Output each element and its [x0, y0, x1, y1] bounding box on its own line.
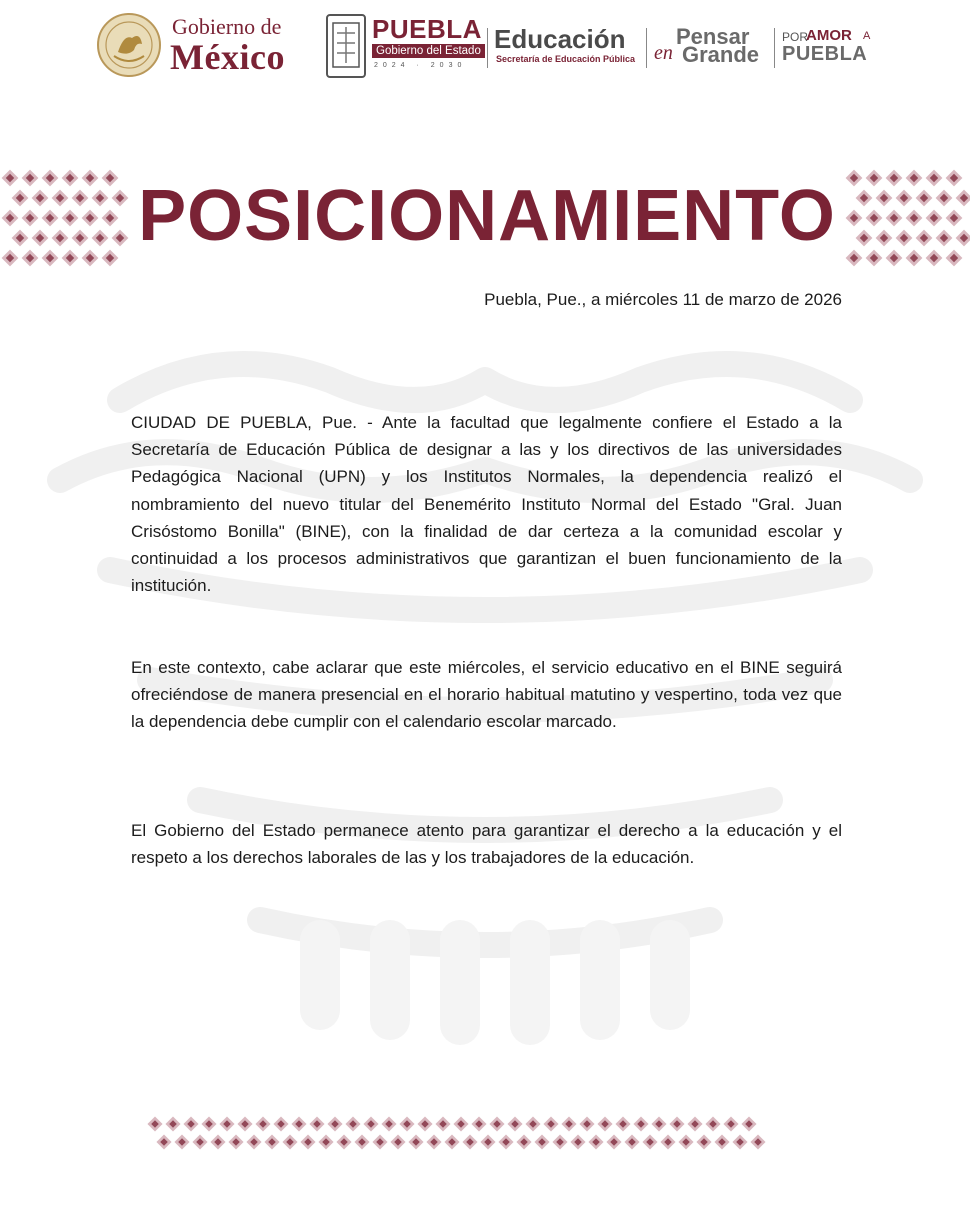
gobierno-mexico-small: Gobierno de: [172, 14, 282, 39]
educacion-logo-title: Educación: [494, 24, 626, 54]
decorative-pattern-bottom: [146, 1115, 828, 1151]
decorative-pattern-right: [844, 168, 970, 270]
por-amor-logo-por: POR: [782, 30, 809, 44]
por-amor-logo-amor: AMOR: [806, 27, 852, 44]
date-line: Puebla, Pue., a miércoles 11 de marzo de 2026: [484, 290, 842, 309]
header-logos: [0, 0, 970, 95]
page-title: POSICIONAMIENTO: [138, 176, 836, 256]
logo-divider: [774, 28, 775, 68]
puebla-shield-icon: [325, 13, 367, 79]
por-amor-logo-puebla: PUEBLA: [782, 43, 868, 65]
puebla-logo-years: 2024 · 2030: [374, 62, 467, 69]
paragraph-block: [131, 654, 842, 736]
pensar-logo-line2: Grande: [682, 42, 760, 67]
decorative-pattern-left: [0, 168, 130, 270]
educacion-logo-subtitle: Secretaría de Educación Pública: [496, 54, 636, 64]
logo-divider: [487, 28, 488, 68]
puebla-logo-subtitle: Gobierno del Estado: [372, 44, 485, 58]
body-paragraph-2: En este contexto, cabe aclarar que este miércoles, el servicio educativo en el BINE seguirá ofreciéndose de manera presencial en el horario habitual matutino y vespertino, toda vez que la dependencia debe cumplir con el calendario escolar marcado.: [131, 658, 842, 732]
gobierno-mexico-big: México: [170, 37, 285, 77]
paragraph-block: [131, 409, 842, 599]
national-seal-icon: [96, 12, 162, 78]
pensar-logo-line1: Pensar: [676, 24, 750, 49]
paragraph-block: [131, 817, 842, 871]
body-paragraph-1: CIUDAD DE PUEBLA, Pue. - Ante la facultad que legalmente confiere el Estado a la Secretaría de Educación Pública de designar a las y los directivos de las universidades Pedagógica Nacional (UPN) y los Institutos Normales, la dependencia realizó el nombramiento del nuevo titular del Benemérito Instituto Normal del Estado "Gral. Juan Crisóstomo Bonilla" (BINE), con la finalidad de dar certeza a la comunidad escolar y continuidad a los procesos administrativos que garantizan el buen funcionamiento de la institución.: [131, 413, 842, 596]
body-paragraph-3: El Gobierno del Estado permanece atento para garantizar el derecho a la educación y el respeto a los derechos laborales de las y los trabajadores de la educación.: [131, 821, 842, 868]
pensar-logo-en: en: [654, 42, 673, 64]
puebla-logo-title: PUEBLA: [372, 14, 482, 44]
logo-divider: [646, 28, 647, 68]
por-amor-logo-a: A: [863, 30, 871, 42]
